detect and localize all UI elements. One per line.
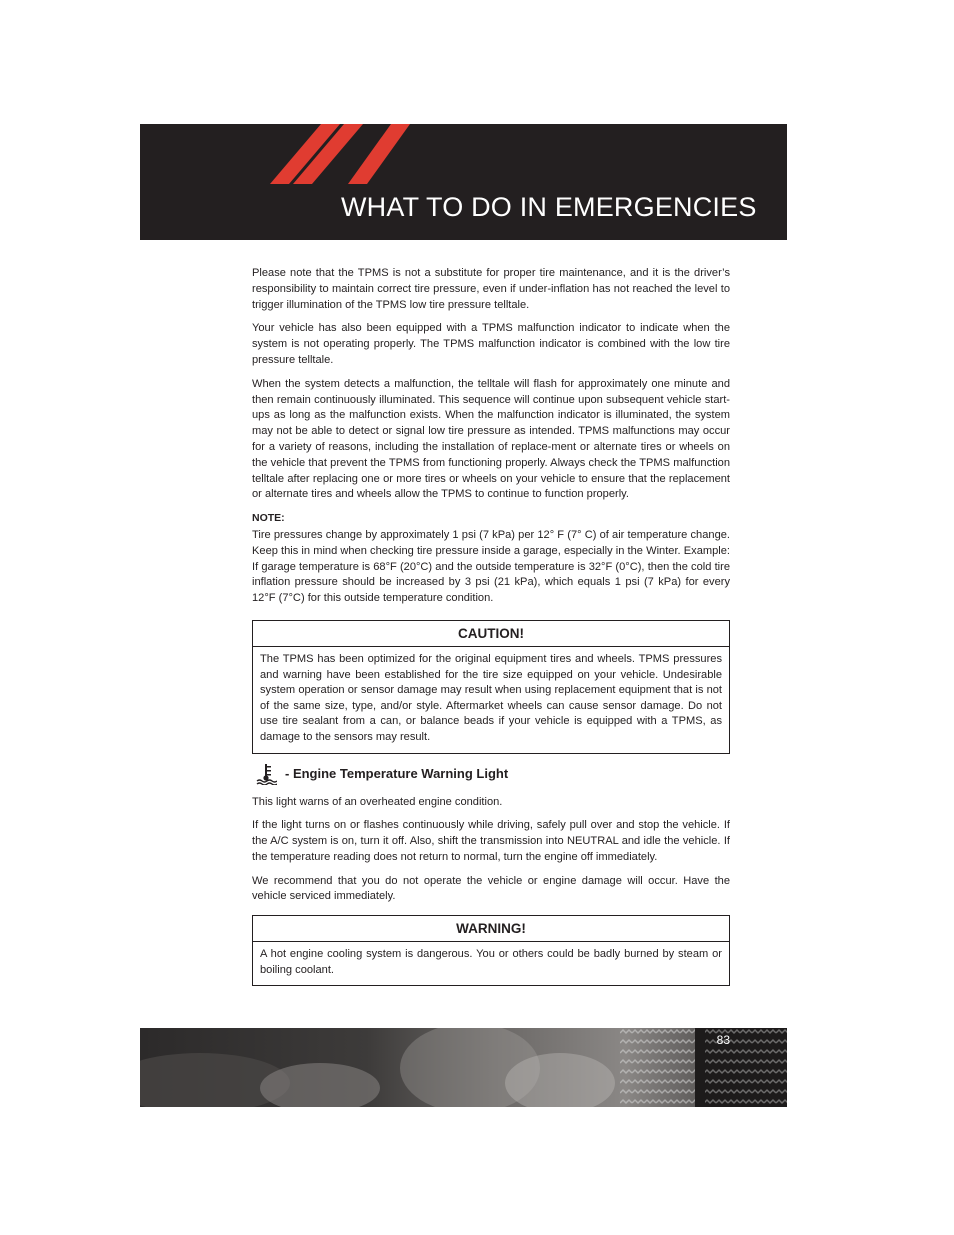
engine-paragraph-actions: If the light turns on or flashes continuously while driving, safely pull over and stop the vehicle. If the A/C system is on, turn it off. Also, shift the transmission into NEUTRAL and idle the vehicle. If the temperature reading does not return to normal, turn the engine off immediately. (252, 819, 730, 863)
chapter-header (140, 124, 787, 240)
engine-paragraph-recommendation: We recommend that you do not operate the vehicle or engine damage will occur. Have the vehicle serviced immediately. (252, 874, 730, 903)
caution-box (252, 620, 730, 754)
caution-text: The TPMS has been optimized for the original equipment tires and wheels. TPMS pressures and warning have been established for the tire size equipped on your vehicle. Undesirable system operation or sensor damage may result when using replacement equipment that is not of the same size, type, and/or style. Aftermarket wheels can cause sensor damage. Do not use tire sealant from a can, or balance beads if your vehicle is equipped with a TPMS, as damage to the sensors may result. (260, 652, 722, 743)
note-label: NOTE: (252, 512, 285, 525)
paragraph-tpms-maintenance: Please note that the TPMS is not a substitute for proper tire maintenance, and it is the driver’s responsibility to maintain correct tire pressure, even if under-inflation has not reached the level to trigger illumination of the TPMS low tire pressure telltale. (252, 267, 730, 311)
chapter-title: WHAT TO DO IN EMERGENCIES (341, 192, 757, 222)
paragraph-tpms-malfunction-detection: When the system detects a malfunction, the telltale will flash for approximately one minute and then remain continuously illuminated. This sequence will continue upon subsequent vehicle start-ups as long as the malfunction exists. When the malfunction indicator is illuminated, the system may not be able to detect or signal low tire pressure as intended. TPMS malfunctions may occur for a variety of reasons, including the installation of replace-ment or alternate tires or wheels on the vehicle that prevent the TPMS from functioning properly. Always check the TPMS malfunction telltale after replacing one or more tires or wheels on your vehicle to ensure that the replacement or alternate tires and wheels allow the TPMS to continue to function properly. (252, 377, 730, 501)
warning-title: WARNING! (253, 916, 729, 942)
warning-text: A hot engine cooling system is dangerous. You or others could be badly burned by steam or boiling coolant. (260, 948, 722, 976)
engine-paragraph-overheat: This light warns of an overheated engine condition. (252, 795, 503, 808)
engine-temperature-title: - Engine Temperature Warning Light (285, 765, 509, 781)
caution-title: CAUTION! (253, 621, 729, 647)
footer-photo (140, 1028, 787, 1107)
footer-photo-band (140, 1028, 787, 1107)
racing-stripes-logo (270, 124, 415, 184)
page-number: 83 (716, 1033, 730, 1047)
engine-temperature-heading (252, 763, 730, 785)
engine-temperature-icon (255, 763, 277, 785)
page-content (252, 266, 730, 986)
note-text: Tire pressures change by approximately 1 psi (7 kPa) per 12° F (7° C) of air temperature change. Keep this in mind when checking tire pressure inside a garage, especially in the Winter. Example: If garage temperature is 68°F (20°C) and the outside temperature is 32°F (0°C), then the cold tire inflation pressure should be increased by 3 psi (21 kPa), which equals 1 psi (7 kPa) for every 12°F (7°C) for this outside temperature condition. (252, 528, 730, 605)
warning-box (252, 915, 730, 986)
paragraph-tpms-malfunction-indicator: Your vehicle has also been equipped with a TPMS malfunction indicator to indicate when the system is not operating properly. The TPMS malfunction indicator is combined with the low tire pressure telltale. (252, 322, 730, 366)
